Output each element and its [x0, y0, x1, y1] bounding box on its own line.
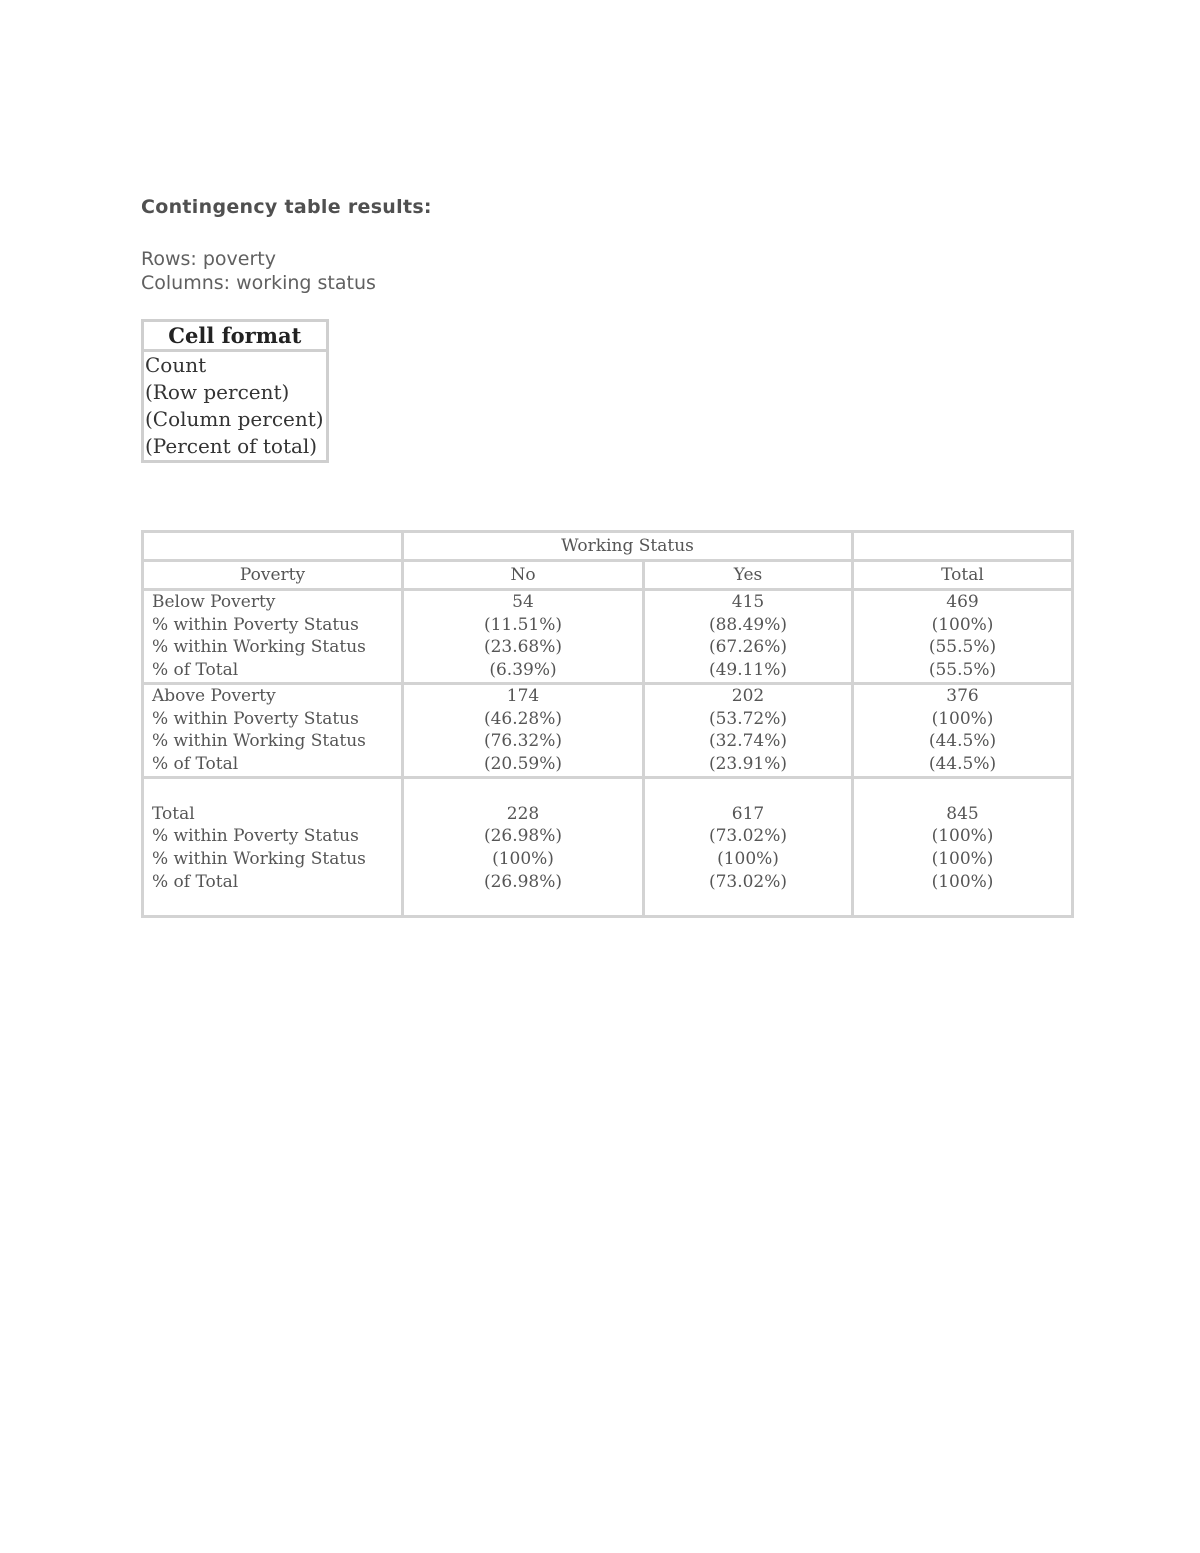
header-poverty: Poverty	[143, 561, 403, 590]
cell-no	[403, 590, 644, 684]
cell-value: 469	[946, 592, 979, 612]
header-total: Total	[853, 561, 1073, 590]
cell-value: (55.5%)	[928, 637, 997, 658]
column-header-row	[143, 561, 1073, 590]
cell-value: (26.98%)	[483, 826, 563, 847]
cell-value: 617	[731, 803, 765, 824]
cell-value: (100%)	[931, 871, 994, 892]
row-label: % within Poverty Status	[152, 826, 359, 847]
cell-value: 376	[946, 685, 979, 706]
cell-yes	[644, 590, 853, 684]
cell-total	[853, 683, 1073, 777]
cell-total	[853, 590, 1073, 684]
cell-value: (49.11%)	[708, 660, 788, 681]
row-labels	[143, 777, 403, 917]
cell-value: (67.26%)	[708, 637, 788, 658]
table-row-total	[143, 777, 1073, 917]
cell-value: (44.5%)	[928, 731, 997, 752]
cell-value: (73.02%)	[708, 871, 788, 892]
cell-value: (100%)	[931, 614, 994, 635]
cell-value: (100%)	[931, 849, 994, 870]
page-heading: Contingency table results:	[141, 196, 432, 218]
group-header-row	[143, 532, 1073, 561]
cell-value: (11.51%)	[483, 614, 563, 635]
cell-format-legend	[141, 319, 329, 463]
cell-value: (20.59%)	[483, 753, 563, 774]
cell-value: 202	[731, 685, 765, 706]
cell-value: (44.5%)	[928, 753, 997, 774]
cell-format-column-percent: (Column percent)	[145, 407, 324, 431]
cell-value: (100%)	[492, 849, 554, 870]
cell-value: (100%)	[931, 826, 994, 847]
cell-format-title: Cell format	[143, 321, 328, 351]
table-row	[143, 683, 1073, 777]
cell-format-percent-total: (Percent of total)	[145, 434, 318, 458]
cell-value: (23.91%)	[708, 753, 788, 774]
row-label: Total	[152, 803, 195, 824]
cell-value: 174	[506, 685, 540, 706]
cell-value: 54	[512, 592, 534, 612]
rows-label: Rows: poverty	[141, 248, 276, 270]
cell-yes	[644, 777, 853, 917]
cell-format-lines	[143, 351, 328, 462]
row-labels	[143, 590, 403, 684]
cell-value: (100%)	[931, 708, 994, 729]
row-label: % within Working Status	[152, 731, 366, 752]
table-row	[143, 590, 1073, 684]
header-yes: Yes	[644, 561, 853, 590]
row-labels	[143, 683, 403, 777]
cell-value: (26.98%)	[483, 871, 563, 892]
cell-value: (76.32%)	[483, 731, 563, 752]
cell-value: (32.74%)	[708, 731, 788, 752]
cell-value: 228	[506, 803, 540, 824]
cell-value: 845	[946, 803, 979, 824]
cell-value: (100%)	[717, 849, 779, 870]
cell-no	[403, 777, 644, 917]
row-label: % within Poverty Status	[152, 614, 359, 635]
cell-value: (6.39%)	[489, 660, 557, 681]
columns-label: Columns: working status	[141, 272, 376, 294]
row-label: % of Total	[152, 753, 239, 774]
row-label: % of Total	[152, 660, 239, 681]
row-label: % within Working Status	[152, 849, 366, 870]
header-no: No	[403, 561, 644, 590]
cell-value: (53.72%)	[708, 708, 788, 729]
group-header-working-status: Working Status	[403, 532, 853, 561]
cell-format-count: Count	[145, 353, 207, 377]
cell-total	[853, 777, 1073, 917]
row-label: Below Poverty	[152, 592, 276, 612]
group-header-empty-right	[853, 532, 1073, 561]
cell-value: (23.68%)	[483, 637, 563, 658]
cell-value: 415	[731, 592, 765, 612]
cell-format-row-percent: (Row percent)	[145, 380, 290, 404]
group-header-empty	[143, 532, 403, 561]
row-label: % within Poverty Status	[152, 708, 359, 729]
cell-no	[403, 683, 644, 777]
contingency-table	[141, 530, 1074, 918]
cell-value: (46.28%)	[483, 708, 563, 729]
row-label: % within Working Status	[152, 637, 366, 658]
row-label: % of Total	[152, 871, 239, 892]
cell-value: (73.02%)	[708, 826, 788, 847]
cell-value: (55.5%)	[928, 660, 997, 681]
row-label: Above Poverty	[152, 685, 276, 706]
cell-yes	[644, 683, 853, 777]
cell-value: (88.49%)	[708, 614, 788, 635]
